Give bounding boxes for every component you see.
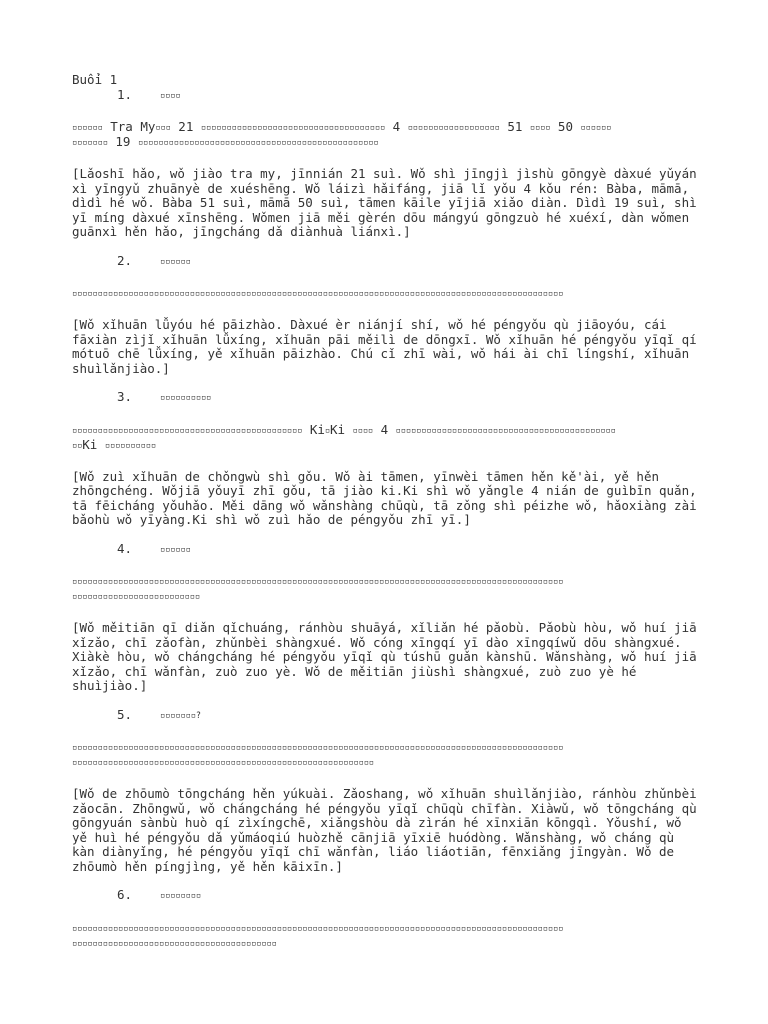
unrendered-glyphs: ▫▫▫▫▫▫▫▫▫▫▫▫▫▫▫▫▫▫▫▫▫▫▫▫▫▫▫▫▫▫▫▫▫▫▫▫▫▫▫▫▫▫▫▫▫ xyxy=(72,425,303,436)
inline-text: 4 xyxy=(385,120,408,134)
chinese-text-line xyxy=(72,135,732,150)
document-title: Buổi 1 xyxy=(72,73,118,87)
chinese-text-line xyxy=(72,574,732,589)
section-heading-5 xyxy=(117,708,732,724)
inline-text: 4 xyxy=(373,422,396,437)
inline-text: 50 xyxy=(550,120,581,134)
unrendered-glyphs: ▫▫ xyxy=(72,440,83,451)
section-heading-4 xyxy=(117,542,732,558)
section-number: 4. xyxy=(117,540,133,556)
pinyin-paragraph: [Lǎoshī hǎo, wǒ jiào tra my, jīnnián 21 suì. Wǒ shì jīngjì jìshù gōngyè dàxué yǔyán xì yīngyǔ zhuānyè de xuéshēng. Wǒ láizì hǎifáng, jiā lǐ yǒu 4 kǒu rén: Bàba, māmā, dìdì hé wǒ. Bàba 51 suì, māmā 50 suì, tāmen kāile yījiā xiǎo diàn. Dìdì 19 suì, shì yī míng dàxué xīnshēng. Wǒmen jiā měi gèrén dōu mángyú gōngzuò hé xuéxí, dàn wǒmen guānxì hěn hǎo, jīngcháng dǎ diànhuà liánxì.] xyxy=(72,166,697,239)
section xyxy=(72,888,732,951)
inline-text: Ki xyxy=(330,422,353,437)
inline-text: Ki xyxy=(302,422,325,437)
unrendered-glyphs: ▫▫▫▫▫▫▫▫▫▫▫▫▫▫▫▫▫▫▫▫▫▫▫▫▫▫▫▫▫▫▫▫▫▫▫▫▫▫▫▫ xyxy=(72,938,277,949)
section xyxy=(72,390,732,528)
section-number: 3. xyxy=(117,389,133,404)
unrendered-glyphs: ▫ xyxy=(324,425,330,436)
chinese-text-line xyxy=(72,936,732,951)
section xyxy=(72,254,732,377)
unrendered-glyphs: ▫▫▫▫▫▫ xyxy=(580,123,612,133)
section-number: 6. xyxy=(117,887,133,902)
unrendered-glyphs: ▫▫▫▫▫▫▫▫▫▫▫▫▫▫▫▫▫▫▫▫▫▫▫▫▫▫▫▫▫▫▫▫▫▫▫▫▫▫▫▫▫▫▫▫▫▫▫▫▫▫▫▫▫▫▫▫▫▫▫▫▫▫▫▫▫▫▫▫▫▫▫▫▫▫▫▫▫▫▫▫▫▫▫▫▫▫▫▫▫▫▫▫▫▫▫▫ xyxy=(72,289,564,299)
inline-text: Ki xyxy=(82,437,105,452)
section xyxy=(72,542,732,694)
section-number: 5. xyxy=(117,706,133,722)
section-number: 1. xyxy=(117,86,133,102)
section-heading-text: ▫▫▫▫ xyxy=(160,90,181,101)
section-heading-text: ▫▫▫▫▫▫ xyxy=(160,256,191,267)
sections-container xyxy=(72,120,732,951)
inline-text: 19 xyxy=(107,135,138,149)
section xyxy=(72,708,732,875)
chinese-text-line xyxy=(72,120,732,135)
section xyxy=(72,120,732,240)
unrendered-glyphs: ▫▫▫▫▫▫▫▫▫▫▫▫▫▫▫▫▫▫▫▫▫▫▫▫▫▫▫▫▫▫▫▫▫▫▫▫▫▫▫▫▫▫▫▫▫▫▫▫▫▫▫▫▫▫▫▫▫▫▫ xyxy=(72,758,374,768)
pinyin-paragraph: [Wǒ xǐhuān lǚyóu hé pāizhào. Dàxué èr niánjí shí, wǒ hé péngyǒu qù jiāoyóu, cái fāxiàn zìjǐ xǐhuān lǚxíng, xǐhuān pāi měilì de dōngxī. Wǒ xǐhuān hé péngyǒu yīqǐ qí mótuō chē lǚxíng, yě xǐhuān pāizhào. Chú cǐ zhī wài, wǒ hái ài chī língshí, xǐhuān shuìlǎnjiào.] xyxy=(72,317,697,376)
unrendered-glyphs: ▫▫▫▫▫▫▫▫▫▫ xyxy=(104,440,157,451)
section-heading-2 xyxy=(117,254,732,270)
chinese-text-line xyxy=(72,589,732,604)
section-heading-1 xyxy=(117,88,732,104)
chinese-text-line xyxy=(72,438,732,453)
inline-text: Tra My xyxy=(102,120,156,134)
chinese-text-line xyxy=(72,740,732,755)
unrendered-glyphs: ▫▫▫▫▫▫▫▫▫▫▫▫▫▫▫▫▫▫▫▫▫▫▫▫▫▫▫▫▫▫▫▫▫▫▫▫▫▫▫▫▫▫▫▫▫▫▫▫▫▫▫▫▫▫▫▫▫▫▫▫▫▫▫▫▫▫▫▫▫▫▫▫▫▫▫▫▫▫▫▫▫▫▫▫▫▫▫▫▫▫▫▫▫▫▫▫ xyxy=(72,577,564,587)
section-number: 2. xyxy=(117,252,133,268)
unrendered-glyphs: ▫▫▫▫▫▫▫▫▫▫▫▫▫▫▫▫▫▫ xyxy=(407,123,500,133)
pinyin-paragraph: [Wǒ zuì xǐhuān de chǒngwù shì gǒu. Wǒ ài tāmen, yīnwèi tāmen hěn kě'ài, yě hěn zhōngchéng. Wǒjiā yǒuyī zhī gǒu, tā jiào ki.Ki shì wǒ yǎngle 4 nián de guìbīn quǎn, tā fēicháng yǒuhǎo. Měi dāng wǒ wǎnshàng chūqù, tā zǒng shì péizhe wǒ, hǎoxiàng zài bǎohù wǒ yīyàng.Ki shì wǒ zuì hǎo de péngyǒu zhī yī.] xyxy=(72,468,697,527)
unrendered-glyphs: ▫▫▫▫▫▫▫▫▫▫▫▫▫▫▫▫▫▫▫▫▫▫▫▫▫ xyxy=(72,592,200,602)
unrendered-glyphs: ▫▫▫▫▫▫▫▫▫▫▫▫▫▫▫▫▫▫▫▫▫▫▫▫▫▫▫▫▫▫▫▫▫▫▫▫▫▫▫▫▫▫▫▫▫▫▫ xyxy=(137,138,379,148)
unrendered-glyphs: ▫▫▫▫▫▫▫▫▫▫▫▫▫▫▫▫▫▫▫▫▫▫▫▫▫▫▫▫▫▫▫▫▫▫▫▫▫▫▫▫▫▫▫▫▫▫▫▫▫▫▫▫▫▫▫▫▫▫▫▫▫▫▫▫▫▫▫▫▫▫▫▫▫▫▫▫▫▫▫▫▫▫▫▫▫▫▫▫▫▫▫▫▫▫▫▫ xyxy=(72,743,564,753)
unrendered-glyphs: ▫▫▫▫▫▫ xyxy=(72,123,103,133)
section-heading-text: ▫▫▫▫▫▫▫▫ xyxy=(160,891,201,901)
unrendered-glyphs: ▫▫▫ xyxy=(155,123,171,133)
section-heading-3 xyxy=(117,390,732,406)
unrendered-glyphs: ▫▫▫▫ xyxy=(529,123,551,133)
unrendered-glyphs: ▫▫▫▫ xyxy=(352,425,374,436)
section-heading-text: ▫▫▫▫▫▫ xyxy=(160,544,191,555)
pinyin-paragraph: [Wǒ de zhōumò tōngcháng hěn yúkuài. Zǎoshang, wǒ xǐhuān shuìlǎnjiào, ránhòu zhǔnbèi zǎocān. Zhōngwǔ, wǒ chángcháng hé péngyǒu yīqǐ chūqù chīfàn. Xiàwǔ, wǒ tōngcháng qù gōngyuán sànbù huò qí zìxíngchē, xiǎngshòu dà zìrán hé xīnxiān kōngqì. Yǒushí, wǒ yě huì hé péngyǒu dǎ yǔmáoqiú huòzhě cānjiā yīxiē huódòng. Wǎnshàng, wǒ cháng qù kàn diànyǐng, hé péngyǒu yīqǐ chī wǎnfàn, liáo liáotiān, fēnxiǎng jīngyàn. Wǒ de zhōumò hěn píngjìng, yě hěn kāixīn.] xyxy=(72,786,697,874)
inline-text: 21 xyxy=(170,120,201,134)
chinese-text-line xyxy=(72,423,732,438)
unrendered-glyphs: ▫▫▫▫▫▫▫▫▫▫▫▫▫▫▫▫▫▫▫▫▫▫▫▫▫▫▫▫▫▫▫▫▫▫▫▫▫▫▫▫▫▫▫ xyxy=(395,425,616,436)
pinyin-paragraph: [Wǒ měitiān qī diǎn qǐchuáng, ránhòu shuāyá, xǐliǎn hé pǎobù. Pǎobù hòu, wǒ huí jiā xǐzǎo, chī zǎofàn, zhǔnbèi shàngxué. Wǒ cóng xīngqí yī dào xīngqíwǔ dōu shàngxué. Xiàkè hòu, wǒ chángcháng hé péngyǒu yīqǐ qù túshū guǎn kànshū. Wǎnshàng, wǒ huí jiā xǐzǎo, chī wǎnfàn, zuò zuo yè. Wǒ de měitiān jiùshì shàngxué, zuò zuo yè hé shuìjiào.] xyxy=(72,620,697,693)
chinese-text-line xyxy=(72,286,732,301)
inline-text: 51 xyxy=(499,120,530,134)
section-heading-text: ▫▫▫▫▫▫▫? xyxy=(160,710,201,721)
section-heading-6 xyxy=(117,888,732,904)
unrendered-glyphs: ▫▫▫▫▫▫▫▫▫▫▫▫▫▫▫▫▫▫▫▫▫▫▫▫▫▫▫▫▫▫▫▫▫▫▫▫▫▫▫▫▫▫▫▫▫▫▫▫▫▫▫▫▫▫▫▫▫▫▫▫▫▫▫▫▫▫▫▫▫▫▫▫▫▫▫▫▫▫▫▫▫▫▫▫▫▫▫▫▫▫▫▫▫▫▫▫ xyxy=(72,923,564,934)
section-heading-text: ▫▫▫▫▫▫▫▫▫▫ xyxy=(160,393,212,403)
document-page xyxy=(72,73,732,951)
unrendered-glyphs: ▫▫▫▫▫▫▫ xyxy=(72,138,108,148)
chinese-text-line xyxy=(72,921,732,936)
chinese-text-line xyxy=(72,755,732,770)
unrendered-glyphs: ▫▫▫▫▫▫▫▫▫▫▫▫▫▫▫▫▫▫▫▫▫▫▫▫▫▫▫▫▫▫▫▫▫▫▫▫ xyxy=(200,123,386,133)
